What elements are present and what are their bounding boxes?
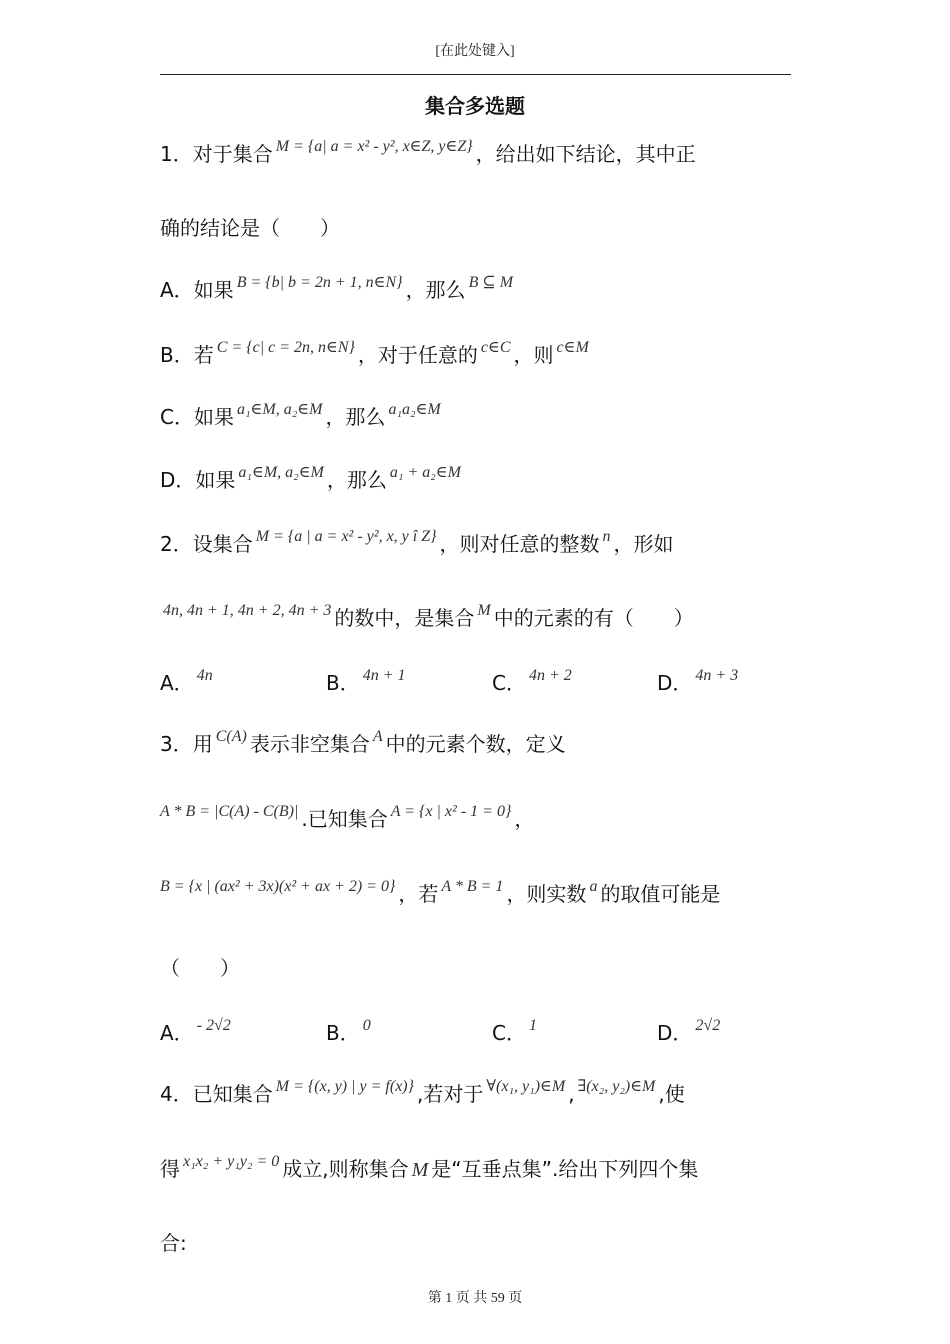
- q4-intro-line3: 合:: [160, 1231, 187, 1255]
- q1-option-c: C．如果 $^{a_1\in M, a_2\in M}$ ，那么 $^{a_1a_2\in M}$: [160, 401, 441, 429]
- q2-intro: 2．设集合 $^{M = \{a | a = x^2 - y^2, x, y î Z\}}$ ，则对任意的整数 $^n$ ，形如: [160, 528, 674, 556]
- q3-option-d: D． $^{2√2}$: [657, 1017, 721, 1045]
- section-title: 集合多选题: [425, 94, 525, 118]
- q1-intro-line2: 确的结论是（ ）: [160, 216, 340, 240]
- q3-set-b: $^{B = \{x | (ax^2 + 3x)(x^2 + ax + 2) = 0\}}$ ，若 $^{A * B = 1}$ ，则实数 $^a$ 的取值可能是: [160, 878, 721, 906]
- page-footer: 第 1 页 共 59 页: [427, 1291, 523, 1306]
- q3-option-b: B． $^0$: [326, 1017, 371, 1045]
- page-header: [在此处键入]: [435, 44, 515, 59]
- q3-definition: $^{A * B = |C(A) - C(B)|}$ .已知集合 $^{A = \{x | x^2 - 1 = 0\}}$ ，: [160, 803, 535, 831]
- q3-paren: （ ）: [160, 956, 240, 980]
- q3-intro: 3．用 $^{C(A)}$ 表示非空集合 $^A$ 中的元素个数，定义: [160, 728, 566, 756]
- q4-intro-line2: 得 $^{x_1x_2 + y_1y_2 = 0}$ 成立,则称集合 M 是“互垂点集”.给出下列四个集: [160, 1153, 699, 1181]
- q1-intro: 1．对于集合 $^{M = \{a| a = x^2 - y^2, x\in Z, y\in Z\}}$ ，给出如下结论，其中正: [160, 138, 696, 166]
- header-divider: [160, 74, 791, 75]
- q1-option-a: A．如果 $^{B = \{b| b = 2n + 1, n\in N\}}$ ，那么 $^{B ⊆ M}$: [160, 274, 514, 302]
- q2-option-d: D． $^{4n + 3}$: [657, 667, 739, 695]
- q2-option-b: B． $^{4n + 1}$: [326, 667, 406, 695]
- q3-option-a: A． $^{- 2√2}$: [160, 1017, 231, 1045]
- q3-option-c: C． $^1$: [492, 1017, 537, 1045]
- q1-option-b: B．若 $^{C = \{c| c = 2n, n\in N\}}$ ，对于任意的 $^{c\in C}$ ，则 $^{c\in M}$: [160, 339, 589, 367]
- math-set-m: M = {a| a = x² - y², x∈Z, y∈Z}: [275, 138, 473, 155]
- q2-intro-line2: $^{4n, 4n + 1, 4n + 2, 4n + 3}$ 的数中，是集合 $^M$ 中的元素的有（ ）: [163, 602, 694, 630]
- q2-option-a: A． $^{4n}$: [160, 667, 213, 695]
- q4-intro: 4．已知集合 $^{M = \{(x, y) | y = f(x)\}}$ ,若对于 $^{\forall(x_1, y_1)\in M}$ , $^{\exists(x_2, y_2)\in M}$ ,使: [160, 1078, 685, 1106]
- q2-option-c: C． $^{4n + 2}$: [492, 667, 572, 695]
- q1-option-d: D．如果 $^{a_1\in M, a_2\in M}$ ，那么 $^{a_1 + a_2\in M}$: [160, 464, 461, 492]
